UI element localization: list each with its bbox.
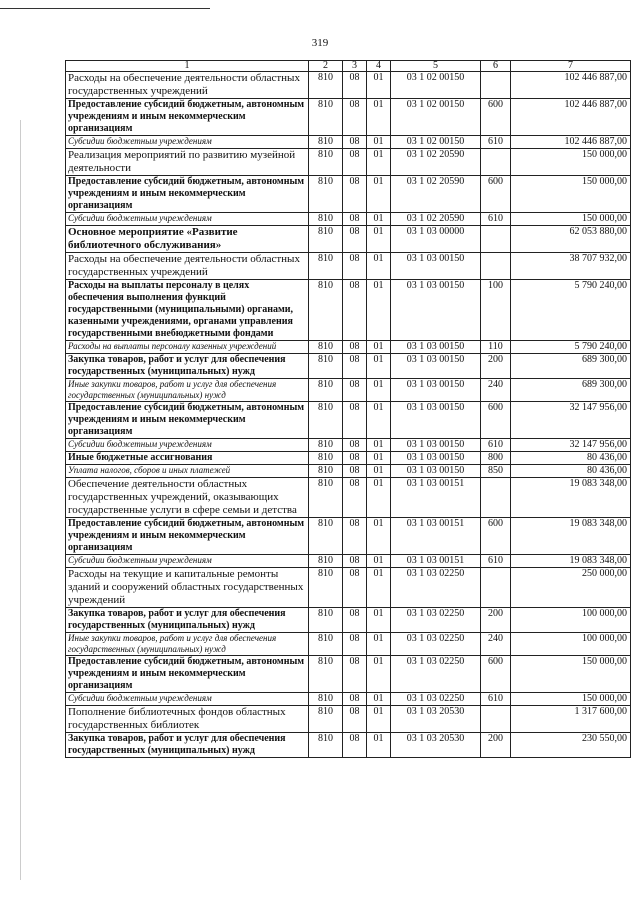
cell-section-code: 08 xyxy=(343,226,367,253)
cell-amount: 5 790 240,00 xyxy=(511,280,631,341)
column-header: 4 xyxy=(367,61,391,72)
cell-expense-type: 600 xyxy=(481,518,511,555)
cell-amount: 19 083 348,00 xyxy=(511,555,631,568)
row-description: Субсидии бюджетным учреждениям xyxy=(66,693,309,706)
cell-expense-type: 610 xyxy=(481,213,511,226)
cell-subsection-code: 01 xyxy=(367,72,391,99)
cell-target-article: 03 1 02 00150 xyxy=(391,99,481,136)
cell-administrator-code: 810 xyxy=(309,99,343,136)
cell-amount: 5 790 240,00 xyxy=(511,341,631,354)
row-description: Расходы на обеспечение деятельности областных государственных учреждений xyxy=(66,253,309,280)
cell-target-article: 03 1 03 00151 xyxy=(391,518,481,555)
budget-table xyxy=(65,60,631,758)
row-description: Уплата налогов, сборов и иных платежей xyxy=(66,465,309,478)
cell-expense-type xyxy=(481,478,511,518)
cell-target-article: 03 1 03 00150 xyxy=(391,439,481,452)
column-header: 6 xyxy=(481,61,511,72)
cell-subsection-code: 01 xyxy=(367,518,391,555)
cell-amount: 80 436,00 xyxy=(511,452,631,465)
cell-amount: 32 147 956,00 xyxy=(511,439,631,452)
table-row xyxy=(66,633,631,656)
cell-expense-type xyxy=(481,226,511,253)
row-description: Предоставление субсидий бюджетным, автономным учреждениям и иным некоммерческим организациям xyxy=(66,176,309,213)
table-row xyxy=(66,280,631,341)
cell-subsection-code: 01 xyxy=(367,341,391,354)
cell-subsection-code: 01 xyxy=(367,280,391,341)
cell-expense-type: 610 xyxy=(481,693,511,706)
row-description: Предоставление субсидий бюджетным, автономным учреждениям и иным некоммерческим организациям xyxy=(66,656,309,693)
cell-subsection-code: 01 xyxy=(367,253,391,280)
table-row xyxy=(66,341,631,354)
row-description: Предоставление субсидий бюджетным, автономным учреждениям и иным некоммерческим организациям xyxy=(66,518,309,555)
cell-subsection-code: 01 xyxy=(367,478,391,518)
cell-subsection-code: 01 xyxy=(367,452,391,465)
cell-subsection-code: 01 xyxy=(367,733,391,758)
cell-amount: 100 000,00 xyxy=(511,608,631,633)
column-header: 1 xyxy=(66,61,309,72)
row-description: Иные бюджетные ассигнования xyxy=(66,452,309,465)
cell-administrator-code: 810 xyxy=(309,72,343,99)
cell-administrator-code: 810 xyxy=(309,341,343,354)
cell-target-article: 03 1 03 20530 xyxy=(391,706,481,733)
cell-amount: 150 000,00 xyxy=(511,213,631,226)
scan-edge-line xyxy=(0,0,210,9)
cell-section-code: 08 xyxy=(343,465,367,478)
cell-target-article: 03 1 03 02250 xyxy=(391,693,481,706)
table-row xyxy=(66,379,631,402)
cell-expense-type: 600 xyxy=(481,656,511,693)
row-description: Предоставление субсидий бюджетным, автономным учреждениям и иным некоммерческим организациям xyxy=(66,99,309,136)
cell-subsection-code: 01 xyxy=(367,176,391,213)
cell-section-code: 08 xyxy=(343,379,367,402)
cell-administrator-code: 810 xyxy=(309,176,343,213)
cell-target-article: 03 1 02 00150 xyxy=(391,72,481,99)
row-description: Закупка товаров, работ и услуг для обеспечения государственных (муниципальных) нужд xyxy=(66,608,309,633)
cell-expense-type: 200 xyxy=(481,733,511,758)
cell-amount: 150 000,00 xyxy=(511,149,631,176)
scan-margin-line xyxy=(20,120,21,880)
cell-section-code: 08 xyxy=(343,136,367,149)
cell-expense-type xyxy=(481,568,511,608)
column-header: 7 xyxy=(511,61,631,72)
cell-administrator-code: 810 xyxy=(309,706,343,733)
cell-section-code: 08 xyxy=(343,555,367,568)
cell-section-code: 08 xyxy=(343,341,367,354)
cell-target-article: 03 1 03 02250 xyxy=(391,568,481,608)
cell-target-article: 03 1 02 20590 xyxy=(391,213,481,226)
cell-section-code: 08 xyxy=(343,213,367,226)
cell-expense-type: 600 xyxy=(481,99,511,136)
cell-administrator-code: 810 xyxy=(309,555,343,568)
cell-expense-type: 200 xyxy=(481,608,511,633)
table-row xyxy=(66,439,631,452)
cell-subsection-code: 01 xyxy=(367,568,391,608)
cell-administrator-code: 810 xyxy=(309,518,343,555)
cell-amount: 102 446 887,00 xyxy=(511,136,631,149)
cell-subsection-code: 01 xyxy=(367,693,391,706)
cell-expense-type: 240 xyxy=(481,633,511,656)
table-row xyxy=(66,253,631,280)
table-row xyxy=(66,656,631,693)
cell-section-code: 08 xyxy=(343,693,367,706)
cell-amount: 80 436,00 xyxy=(511,465,631,478)
cell-target-article: 03 1 03 00150 xyxy=(391,341,481,354)
row-description: Субсидии бюджетным учреждениям xyxy=(66,555,309,568)
cell-target-article: 03 1 02 20590 xyxy=(391,176,481,213)
row-description: Обеспечение деятельности областных государственных учреждений, оказывающих государственные услуги в сфере семьи и детства xyxy=(66,478,309,518)
cell-target-article: 03 1 03 00151 xyxy=(391,478,481,518)
table-row xyxy=(66,693,631,706)
cell-target-article: 03 1 03 02250 xyxy=(391,608,481,633)
cell-administrator-code: 810 xyxy=(309,465,343,478)
table-row xyxy=(66,733,631,758)
cell-administrator-code: 810 xyxy=(309,149,343,176)
cell-target-article: 03 1 03 02250 xyxy=(391,633,481,656)
cell-subsection-code: 01 xyxy=(367,555,391,568)
cell-target-article: 03 1 03 00150 xyxy=(391,280,481,341)
cell-subsection-code: 01 xyxy=(367,706,391,733)
cell-amount: 19 083 348,00 xyxy=(511,478,631,518)
cell-administrator-code: 810 xyxy=(309,608,343,633)
cell-target-article: 03 1 02 00150 xyxy=(391,136,481,149)
row-description: Иные закупки товаров, работ и услуг для обеспечения государственных (муниципальных) нужд xyxy=(66,633,309,656)
column-header: 2 xyxy=(309,61,343,72)
cell-section-code: 08 xyxy=(343,656,367,693)
cell-administrator-code: 810 xyxy=(309,633,343,656)
cell-amount: 150 000,00 xyxy=(511,693,631,706)
cell-amount: 38 707 932,00 xyxy=(511,253,631,280)
cell-subsection-code: 01 xyxy=(367,136,391,149)
table-row xyxy=(66,478,631,518)
cell-subsection-code: 01 xyxy=(367,608,391,633)
cell-amount: 150 000,00 xyxy=(511,176,631,213)
cell-section-code: 08 xyxy=(343,608,367,633)
table-row xyxy=(66,465,631,478)
cell-expense-type: 610 xyxy=(481,136,511,149)
cell-target-article: 03 1 03 00000 xyxy=(391,226,481,253)
header-row xyxy=(66,61,631,72)
cell-subsection-code: 01 xyxy=(367,656,391,693)
cell-expense-type: 100 xyxy=(481,280,511,341)
cell-target-article: 03 1 03 02250 xyxy=(391,656,481,693)
row-description: Субсидии бюджетным учреждениям xyxy=(66,439,309,452)
table-row xyxy=(66,402,631,439)
cell-target-article: 03 1 03 00150 xyxy=(391,402,481,439)
cell-amount: 689 300,00 xyxy=(511,354,631,379)
cell-administrator-code: 810 xyxy=(309,439,343,452)
cell-section-code: 08 xyxy=(343,518,367,555)
cell-section-code: 08 xyxy=(343,402,367,439)
cell-subsection-code: 01 xyxy=(367,99,391,136)
table-row xyxy=(66,226,631,253)
table-row xyxy=(66,706,631,733)
cell-administrator-code: 810 xyxy=(309,253,343,280)
cell-expense-type xyxy=(481,149,511,176)
page-number: 319 xyxy=(311,37,329,49)
row-description: Расходы на текущие и капитальные ремонты зданий и сооружений областных государственных учреждений xyxy=(66,568,309,608)
table-row xyxy=(66,176,631,213)
row-description: Предоставление субсидий бюджетным, автономным учреждениям и иным некоммерческим организациям xyxy=(66,402,309,439)
row-description: Расходы на выплаты персоналу в целях обеспечения выполнения функций государственными (муниципальными) органами, казенными учреждениями, органами управления государственными внебюджетными фондами xyxy=(66,280,309,341)
cell-administrator-code: 810 xyxy=(309,213,343,226)
cell-amount: 32 147 956,00 xyxy=(511,402,631,439)
cell-subsection-code: 01 xyxy=(367,226,391,253)
table-row xyxy=(66,213,631,226)
cell-expense-type xyxy=(481,72,511,99)
cell-target-article: 03 1 03 00150 xyxy=(391,465,481,478)
cell-expense-type: 800 xyxy=(481,452,511,465)
row-description: Закупка товаров, работ и услуг для обеспечения государственных (муниципальных) нужд xyxy=(66,354,309,379)
cell-administrator-code: 810 xyxy=(309,452,343,465)
cell-amount: 62 053 880,00 xyxy=(511,226,631,253)
cell-amount: 150 000,00 xyxy=(511,656,631,693)
cell-target-article: 03 1 03 00150 xyxy=(391,452,481,465)
cell-amount: 102 446 887,00 xyxy=(511,99,631,136)
cell-section-code: 08 xyxy=(343,99,367,136)
table-row xyxy=(66,608,631,633)
cell-section-code: 08 xyxy=(343,568,367,608)
row-description: Субсидии бюджетным учреждениям xyxy=(66,136,309,149)
cell-amount: 250 000,00 xyxy=(511,568,631,608)
cell-expense-type: 200 xyxy=(481,354,511,379)
row-description: Реализация мероприятий по развитию музейной деятельности xyxy=(66,149,309,176)
cell-section-code: 08 xyxy=(343,72,367,99)
table-row xyxy=(66,136,631,149)
cell-expense-type xyxy=(481,706,511,733)
cell-subsection-code: 01 xyxy=(367,213,391,226)
table-row xyxy=(66,72,631,99)
cell-administrator-code: 810 xyxy=(309,379,343,402)
cell-administrator-code: 810 xyxy=(309,136,343,149)
cell-amount: 19 083 348,00 xyxy=(511,518,631,555)
cell-target-article: 03 1 03 00150 xyxy=(391,379,481,402)
cell-section-code: 08 xyxy=(343,478,367,518)
cell-amount: 102 446 887,00 xyxy=(511,72,631,99)
cell-section-code: 08 xyxy=(343,452,367,465)
row-description: Субсидии бюджетным учреждениям xyxy=(66,213,309,226)
cell-target-article: 03 1 03 00151 xyxy=(391,555,481,568)
cell-target-article: 03 1 03 20530 xyxy=(391,733,481,758)
cell-expense-type xyxy=(481,253,511,280)
cell-expense-type: 850 xyxy=(481,465,511,478)
cell-subsection-code: 01 xyxy=(367,402,391,439)
cell-section-code: 08 xyxy=(343,633,367,656)
column-header: 3 xyxy=(343,61,367,72)
column-header: 5 xyxy=(391,61,481,72)
row-description: Закупка товаров, работ и услуг для обеспечения государственных (муниципальных) нужд xyxy=(66,733,309,758)
table-row xyxy=(66,555,631,568)
cell-subsection-code: 01 xyxy=(367,465,391,478)
cell-expense-type: 240 xyxy=(481,379,511,402)
cell-expense-type: 600 xyxy=(481,176,511,213)
cell-target-article: 03 1 02 20590 xyxy=(391,149,481,176)
cell-target-article: 03 1 03 00150 xyxy=(391,253,481,280)
row-description: Пополнение библиотечных фондов областных государственных библиотек xyxy=(66,706,309,733)
cell-subsection-code: 01 xyxy=(367,439,391,452)
row-description: Расходы на обеспечение деятельности областных государственных учреждений xyxy=(66,72,309,99)
cell-section-code: 08 xyxy=(343,439,367,452)
cell-section-code: 08 xyxy=(343,280,367,341)
cell-amount: 689 300,00 xyxy=(511,379,631,402)
cell-administrator-code: 810 xyxy=(309,693,343,706)
cell-section-code: 08 xyxy=(343,253,367,280)
cell-amount: 100 000,00 xyxy=(511,633,631,656)
cell-administrator-code: 810 xyxy=(309,354,343,379)
table-row xyxy=(66,518,631,555)
table-row xyxy=(66,354,631,379)
row-description: Основное мероприятие «Развитие библиотечного обслуживания» xyxy=(66,226,309,253)
cell-section-code: 08 xyxy=(343,706,367,733)
cell-expense-type: 610 xyxy=(481,439,511,452)
row-description: Расходы на выплаты персоналу казенных учреждений xyxy=(66,341,309,354)
cell-administrator-code: 810 xyxy=(309,478,343,518)
table-row xyxy=(66,99,631,136)
table-body xyxy=(66,72,631,758)
table-row xyxy=(66,452,631,465)
cell-administrator-code: 810 xyxy=(309,280,343,341)
row-description: Иные закупки товаров, работ и услуг для обеспечения государственных (муниципальных) нужд xyxy=(66,379,309,402)
table-row xyxy=(66,568,631,608)
cell-section-code: 08 xyxy=(343,176,367,213)
cell-expense-type: 610 xyxy=(481,555,511,568)
cell-expense-type: 600 xyxy=(481,402,511,439)
cell-administrator-code: 810 xyxy=(309,226,343,253)
cell-administrator-code: 810 xyxy=(309,402,343,439)
cell-subsection-code: 01 xyxy=(367,149,391,176)
cell-subsection-code: 01 xyxy=(367,379,391,402)
cell-expense-type: 110 xyxy=(481,341,511,354)
cell-subsection-code: 01 xyxy=(367,354,391,379)
cell-administrator-code: 810 xyxy=(309,656,343,693)
cell-section-code: 08 xyxy=(343,733,367,758)
cell-amount: 230 550,00 xyxy=(511,733,631,758)
cell-section-code: 08 xyxy=(343,354,367,379)
cell-target-article: 03 1 03 00150 xyxy=(391,354,481,379)
cell-administrator-code: 810 xyxy=(309,733,343,758)
table-row xyxy=(66,149,631,176)
cell-administrator-code: 810 xyxy=(309,568,343,608)
cell-amount: 1 317 600,00 xyxy=(511,706,631,733)
cell-section-code: 08 xyxy=(343,149,367,176)
cell-subsection-code: 01 xyxy=(367,633,391,656)
